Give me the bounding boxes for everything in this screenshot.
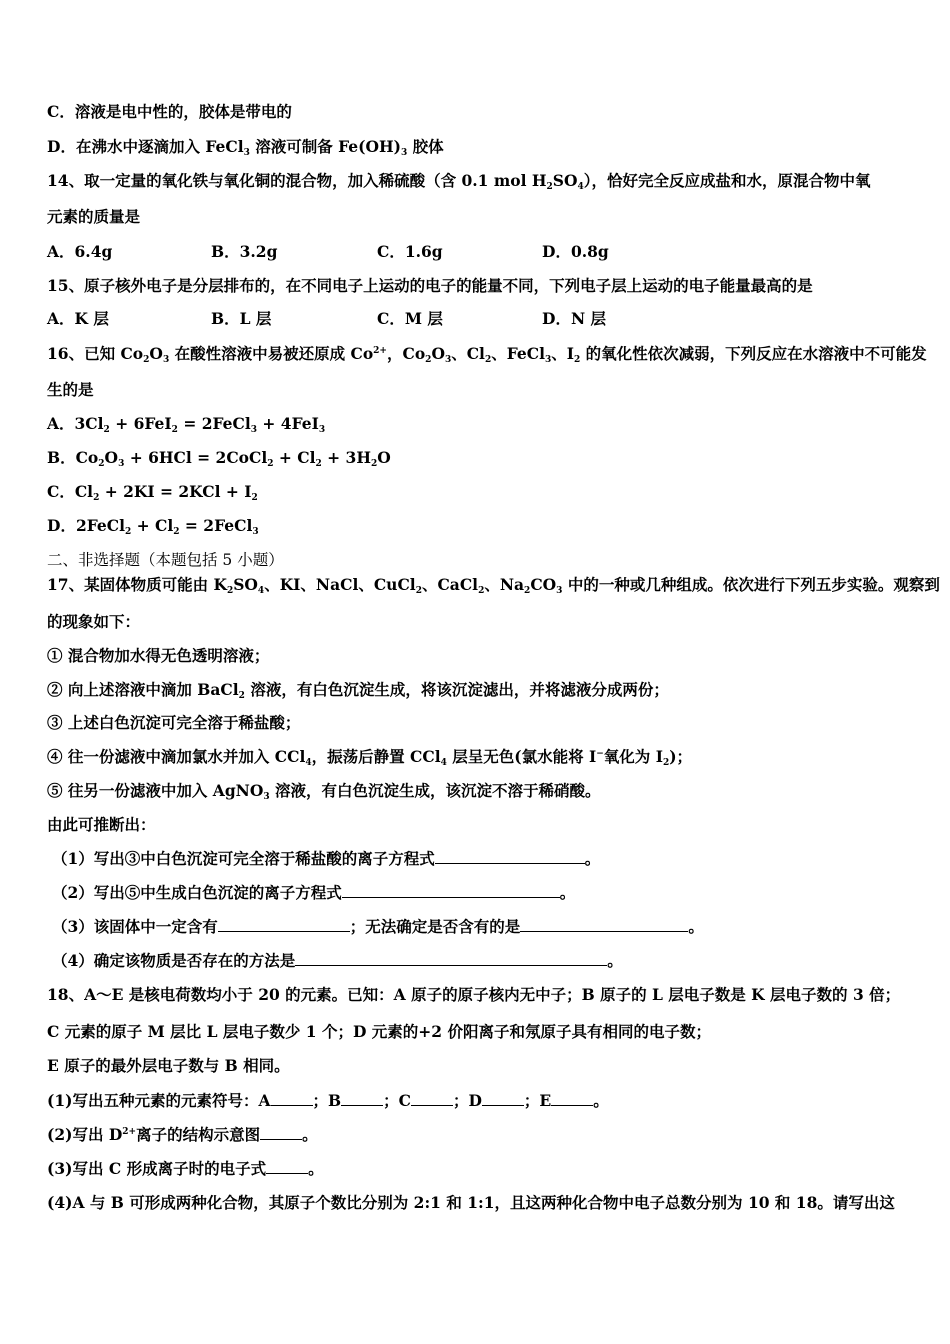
q18-part-4: (4)A 与 B 可形成两种化合物，其原子个数比分别为 2:1 和 1:1，且这两种化合物中电子总数分别为 10 和 18。请写出这 <box>47 1193 895 1212</box>
subscript-1: 4 <box>305 758 312 768</box>
subscript-1: 3 <box>263 792 270 802</box>
q13-option-c: C．溶液是电中性的，胶体是带电的 <box>47 102 292 121</box>
subscript-7: 2 <box>478 586 485 596</box>
subscript-9: 2 <box>524 586 531 596</box>
q18-p1-d-label: ；D <box>452 1091 482 1110</box>
q13-d-sub-1: 3 <box>243 148 250 158</box>
q18-p2-sup: 2+ <box>122 1127 137 1137</box>
subscript-3: 3 <box>118 459 125 469</box>
formula-text-8: )； <box>669 747 693 766</box>
q18-p1-b-blank[interactable] <box>341 1091 383 1106</box>
q13-option-d <box>47 137 444 157</box>
q17-step-3: ③ 上述白色沉淀可完全溶于稀盐酸； <box>47 713 301 732</box>
q15-option-c: C．M 层 <box>377 309 443 328</box>
q17-p2-text: （2）写出⑤中生成白色沉淀的离子方程式 <box>52 883 342 902</box>
q18-p1-label: (1)写出五种元素的元素符号： <box>47 1091 259 1110</box>
formula-text-0: C．Cl <box>47 482 94 501</box>
q16-s4: 2 <box>425 355 432 365</box>
q14-option-a: A．6.4g <box>47 242 113 261</box>
subscript-1: 2 <box>226 586 234 596</box>
q17-p4-text: （4）确定该物质是否存在的方法是 <box>52 951 296 970</box>
q16-s8: 2 <box>574 355 581 365</box>
q16-t3: 在酸性溶液中易被还原成 Co <box>169 344 374 363</box>
q17-part-1 <box>52 849 600 869</box>
q18-p3-end: 。 <box>308 1159 324 1178</box>
formula-text-6: + 4FeI <box>257 414 319 433</box>
q18-p1-c-blank[interactable] <box>411 1091 453 1106</box>
q18-p2-blank[interactable] <box>260 1125 302 1140</box>
formula-text-2: O <box>104 448 119 467</box>
q18-p2-t2: 离子的结构示意图 <box>136 1125 261 1144</box>
q17-p1-text: （1）写出③中白色沉淀可完全溶于稀盐酸的离子方程式 <box>52 849 435 868</box>
q18-p1-b-label: ；B <box>312 1091 342 1110</box>
q13-d-sub-2: 3 <box>401 148 408 158</box>
formula-text-0: B．Co <box>47 448 99 467</box>
subscript-11: 3 <box>556 586 563 596</box>
formula-text-2: SO <box>233 575 258 594</box>
q16-t9: 的氧化性依次减弱，下列反应在水溶液中不可能发 <box>580 344 927 363</box>
q16-option-a <box>47 414 325 434</box>
q18-part-3 <box>47 1159 324 1179</box>
q17-s2-t1: ② 向上述溶液中滴加 BaCl <box>47 680 239 699</box>
q17-p3-text-b: ；无法确定是否含有的是 <box>349 917 521 936</box>
q18-p1-d-blank[interactable] <box>482 1091 524 1106</box>
q15-stem: 15、原子核外电子是分层排布的，在不同电子上运动的电子的能量不同，下列电子层上运动的电子能量最高的是 <box>47 276 813 295</box>
q17-step-4 <box>47 747 692 767</box>
q17-p2-answer-blank[interactable] <box>342 883 560 898</box>
q18-stem-line3: E 原子的最外层电子数与 B 相同。 <box>47 1056 290 1075</box>
q17-p2-end: 。 <box>559 883 576 902</box>
q16-t6: 、Cl <box>451 344 485 363</box>
q14-option-c: C．1.6g <box>377 242 443 261</box>
q16-s6: 2 <box>484 355 492 365</box>
formula-text-0: ⑤ 往另一份滤液中加入 AgNO <box>47 781 264 800</box>
formula-text-6: 、CaCl <box>421 575 479 594</box>
formula-text-12: 中的一种或几种组成。依次进行下列五步实验。观察到 <box>562 575 940 594</box>
subscript-5: 2 <box>267 459 274 469</box>
formula-text-4: + 6HCl = 2CoCl <box>124 448 268 467</box>
q18-p3-blank[interactable] <box>266 1159 308 1174</box>
q16-s2: 3 <box>162 355 170 365</box>
q18-p2-end: 。 <box>302 1125 318 1144</box>
subscript-3: 4 <box>440 758 447 768</box>
q16-stem-line2: 生的是 <box>47 380 94 399</box>
formula-text-4: 层呈无色(氯水能将 I <box>446 747 597 766</box>
section-heading: 二、非选择题（本题包括 5 小题） <box>47 551 284 569</box>
q15-option-a: A．K 层 <box>47 309 109 328</box>
subscript-7: 2 <box>662 758 670 768</box>
formula-text-0: 17、某固体物质可能由 K <box>47 575 227 594</box>
q16-t7: 、FeCl <box>491 344 545 363</box>
q17-s2-sub: 2 <box>238 691 245 701</box>
q13-d-text-1: D．在沸水中逐滴加入 FeCl <box>47 137 244 156</box>
q13-d-text-3: 胶体 <box>407 137 444 156</box>
q17-step-5 <box>47 781 601 801</box>
q18-p1-c-label: ；C <box>383 1091 411 1110</box>
subscript-1: 2 <box>93 493 100 503</box>
q14-option-d: D．0.8g <box>542 242 609 261</box>
q17-p3-answer-blank-2[interactable] <box>520 917 688 932</box>
formula-text-2: ，振荡后静置 CCl <box>311 747 441 766</box>
subscript-9: 2 <box>371 459 378 469</box>
formula-text-0: A．3Cl <box>47 414 104 433</box>
q15-option-d: D．N 层 <box>542 309 607 328</box>
q14-option-b: B．3.2g <box>211 242 278 261</box>
q18-p1-a-label: A <box>258 1091 271 1110</box>
q16-s3: 2+ <box>373 346 387 356</box>
q14-sub-1: 2 <box>546 182 553 192</box>
formula-text-2: + Cl <box>131 516 174 535</box>
q16-t1: 16、已知 Co <box>47 344 144 363</box>
formula-text-8: + 3H <box>321 448 371 467</box>
formula-text-10: CO <box>530 575 557 594</box>
formula-text-8: 、Na <box>484 575 525 594</box>
q17-part-3 <box>52 917 704 937</box>
q18-p1-a-blank[interactable] <box>271 1091 313 1106</box>
formula-text-6: 氧化为 I <box>603 747 663 766</box>
q17-stem-line1 <box>47 575 940 595</box>
q17-step-2 <box>47 680 669 700</box>
q16-option-b <box>47 448 391 468</box>
q18-p1-e-label: ；E <box>523 1091 552 1110</box>
q18-stem-line2: C 元素的原子 M 层比 L 层电子数少 1 个；D 元素的+2 价阳离子和氖原子具有相同的电子数； <box>47 1022 711 1041</box>
q16-t5: O <box>431 344 445 363</box>
q18-stem-line1: 18、A～E 是核电荷数均小于 20 的元素。已知：A 原子的原子核内无中子；B 原子的 L 层电子数是 K 层电子数的 3 倍； <box>47 985 901 1004</box>
subscript-1: 2 <box>98 459 105 469</box>
subscript-1: 2 <box>124 527 132 537</box>
q18-p1-end: 。 <box>593 1091 609 1110</box>
formula-text-0: ④ 往一份滤液中滴加氯水并加入 CCl <box>47 747 306 766</box>
q17-p3-end: 。 <box>688 917 704 936</box>
q18-p3-text: (3)写出 C 形成离子时的电子式 <box>47 1159 267 1178</box>
q16-stem-line1 <box>47 344 927 364</box>
formula-text-4: = 2FeCl <box>177 414 251 433</box>
subscript-5: 3 <box>250 425 257 435</box>
q16-option-d <box>47 516 259 536</box>
q16-s1: 2 <box>143 355 150 365</box>
subscript-7: 2 <box>315 459 322 469</box>
q17-s2-t2: 溶液，有白色沉淀生成，将该沉淀滤出，并将滤液分成两份； <box>244 680 669 699</box>
formula-text-2: + 6FeI <box>109 414 172 433</box>
subscript-1: 2 <box>103 425 110 435</box>
q17-step-1: ① 混合物加水得无色透明溶液； <box>47 646 270 665</box>
q16-s5: 3 <box>444 355 452 365</box>
subscript-3: 2 <box>173 527 180 537</box>
subscript-5: 2 <box>415 586 422 596</box>
formula-text-0: D．2FeCl <box>47 516 125 535</box>
formula-text-4: 、KI、NaCl、CuCl <box>264 575 416 594</box>
subscript-7: 3 <box>318 425 326 435</box>
formula-text-2: 溶液，有白色沉淀生成，该沉淀不溶于稀硝酸。 <box>269 781 601 800</box>
q17-inference: 由此可推断出： <box>47 815 156 834</box>
q13-d-text-2: 溶液可制备 Fe(OH) <box>249 137 401 156</box>
q18-part-2 <box>47 1125 318 1145</box>
q17-part-4 <box>52 951 623 971</box>
q16-t2: O <box>149 344 163 363</box>
q14-sub-2: 4 <box>577 182 584 192</box>
q17-p4-end: 。 <box>607 951 623 970</box>
subscript-3: 2 <box>251 493 258 503</box>
q14-stem-line2: 元素的质量是 <box>47 207 141 226</box>
q17-stem-line2: 的现象如下： <box>47 612 141 631</box>
q14-stem-line1 <box>47 171 871 191</box>
q17-p4-answer-blank[interactable] <box>295 951 607 966</box>
subscript-3: 4 <box>257 586 265 596</box>
formula-text-10: O <box>377 448 391 467</box>
q16-t8: 、I <box>551 344 574 363</box>
q14-text-2: SO <box>552 171 578 190</box>
q14-text-1: 14、取一定量的氧化铁与氧化铜的混合物，加入稀硫酸（含 0.1 mol H <box>47 171 547 190</box>
formula-text-2: + 2KI = 2KCl + I <box>99 482 252 501</box>
q18-p2-t1: (2)写出 D <box>47 1125 123 1144</box>
subscript-3: 2 <box>171 425 178 435</box>
superscript-5: − <box>596 749 604 759</box>
q18-part-1 <box>47 1091 609 1111</box>
q17-p3-answer-blank-1[interactable] <box>218 917 350 932</box>
formula-text-6: + Cl <box>273 448 316 467</box>
q16-s7: 3 <box>544 355 552 365</box>
formula-text-4: = 2FeCl <box>179 516 253 535</box>
q17-p1-answer-blank[interactable] <box>435 849 585 864</box>
q15-option-b: B．L 层 <box>211 309 272 328</box>
q16-option-c <box>47 482 258 502</box>
subscript-5: 3 <box>252 527 259 537</box>
q16-t4: ，Co <box>386 344 426 363</box>
q17-p1-end: 。 <box>584 849 601 868</box>
q17-part-2 <box>52 883 575 903</box>
q18-p1-e-blank[interactable] <box>551 1091 593 1106</box>
q17-p3-text-a: （3）该固体中一定含有 <box>52 917 218 936</box>
q14-text-3: ），恰好完全反应成盐和水，原混合物中氧 <box>583 171 871 190</box>
